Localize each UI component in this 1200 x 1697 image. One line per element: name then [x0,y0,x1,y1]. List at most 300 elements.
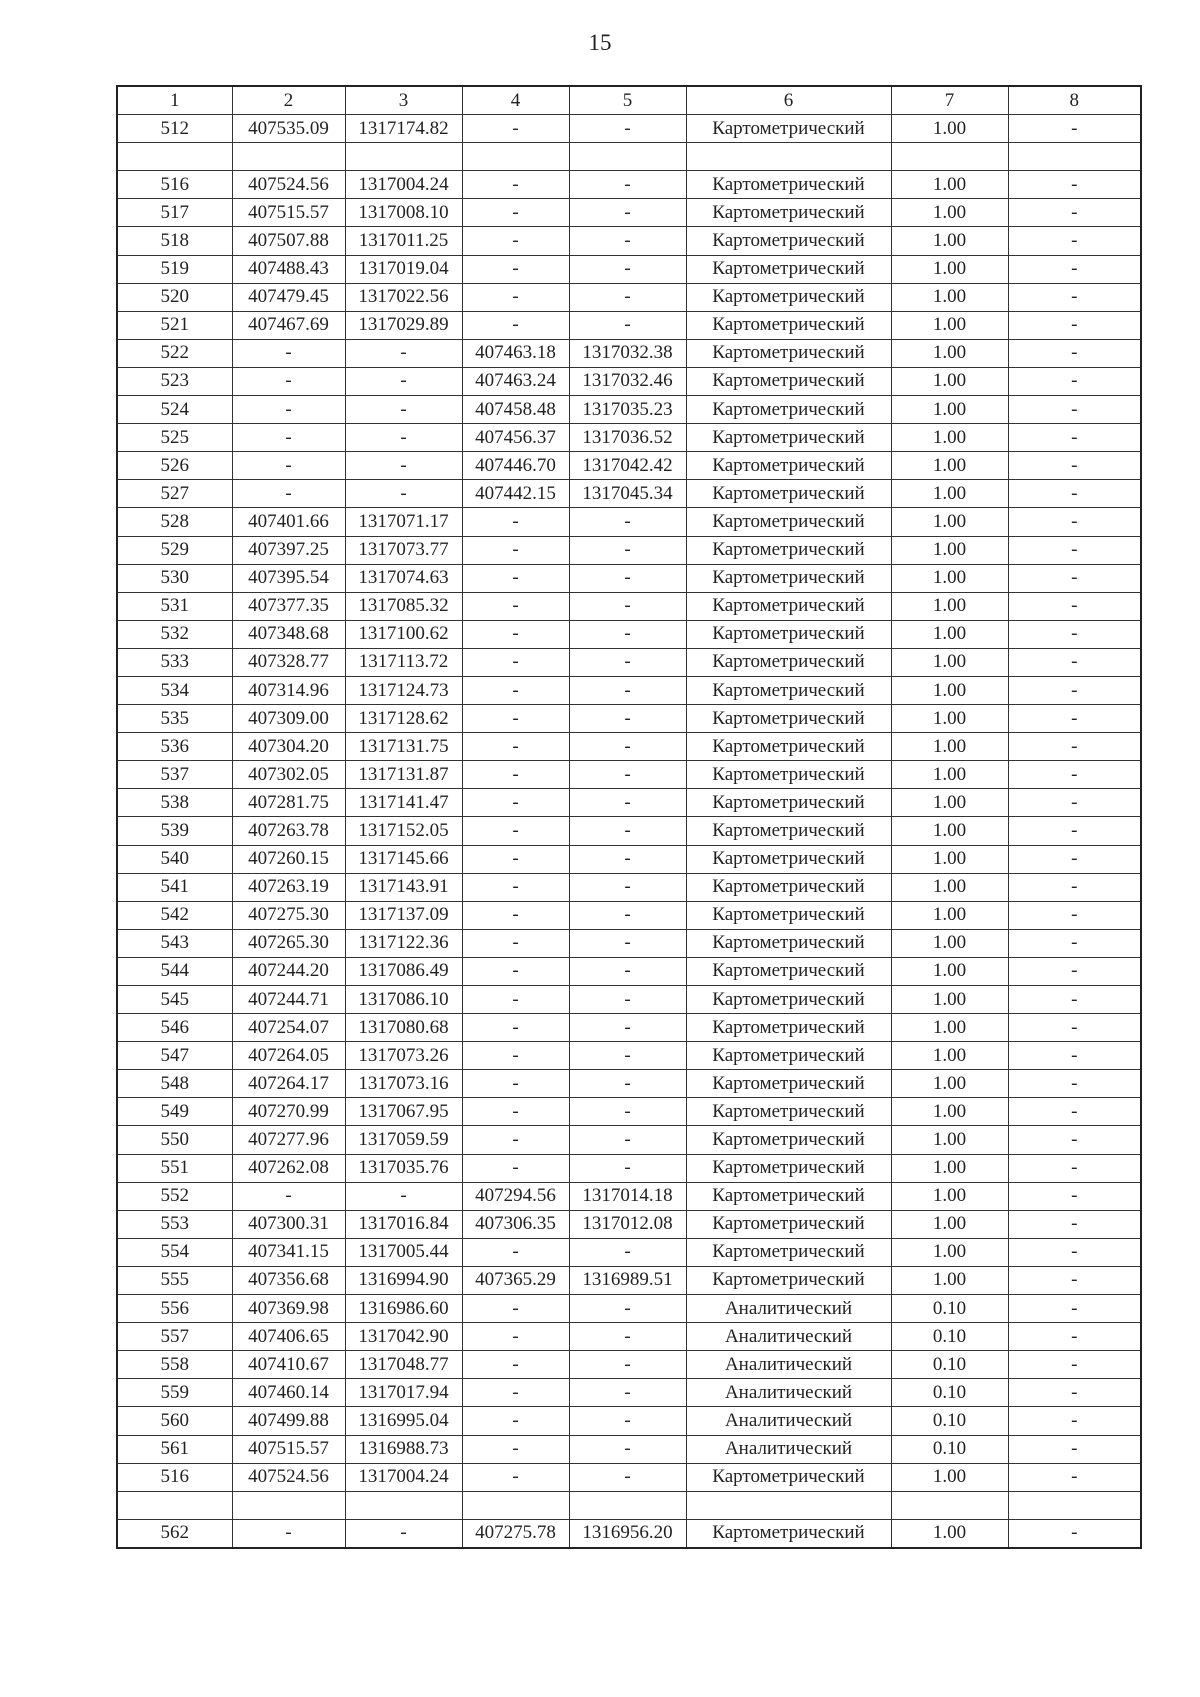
table-cell-col-1 [117,143,232,171]
page-number: 15 [588,30,612,55]
table-cell-col-6 [686,1491,891,1519]
table-cell-col-8: - [1008,283,1141,311]
table-cell-col-7: 1.00 [891,1266,1008,1294]
table-cell-col-7: 1.00 [891,1042,1008,1070]
table-cell-col-3: 1317085.32 [345,592,462,620]
table-cell-col-5: - [569,929,686,957]
table-row [117,564,1141,592]
table-cell-col-4: - [462,536,569,564]
table-cell-col-3: 1317143.91 [345,873,462,901]
table-cell-col-5: 1317045.34 [569,480,686,508]
table-cell-col-7: 1.00 [891,171,1008,199]
table-cell-col-6: Картометрический [686,1463,891,1491]
table-cell-col-3: 1317005.44 [345,1238,462,1266]
table-cell-col-3: 1317131.87 [345,761,462,789]
table-cell-col-2: 407314.96 [232,676,345,704]
table-cell-col-2: 407302.05 [232,761,345,789]
table-cell-col-8: - [1008,367,1141,395]
table-cell-col-6: Картометрический [686,789,891,817]
table-cell-col-3: 1317145.66 [345,845,462,873]
table-row [117,733,1141,761]
table-cell-col-3: - [345,339,462,367]
table-cell-col-3: - [345,1519,462,1548]
header-row [117,86,1141,115]
table-cell-col-4: 407446.70 [462,452,569,480]
table-cell-col-6: Картометрический [686,986,891,1014]
table-cell-col-1: 559 [117,1379,232,1407]
table-cell-col-8: - [1008,845,1141,873]
table-cell-col-4: 407463.18 [462,339,569,367]
table-cell-col-4: - [462,115,569,143]
table-cell-col-7: 0.10 [891,1323,1008,1351]
table-cell-col-3: 1317131.75 [345,733,462,761]
table-cell-col-6: Аналитический [686,1407,891,1435]
table-cell-col-6: Картометрический [686,367,891,395]
table-cell-col-4: - [462,255,569,283]
table-cell-col-5: - [569,1407,686,1435]
table-cell-col-4: - [462,1379,569,1407]
table-cell-col-3: 1317137.09 [345,901,462,929]
table-cell-col-1: 518 [117,227,232,255]
table-row [117,1379,1141,1407]
table-cell-col-4: 407463.24 [462,367,569,395]
table-cell-col-2: 407270.99 [232,1098,345,1126]
table-cell-col-1: 536 [117,733,232,761]
table-cell-col-6: Картометрический [686,396,891,424]
table-cell-col-5: - [569,873,686,901]
table-cell-col-5: 1317032.46 [569,367,686,395]
column-header-3: 3 [345,86,462,115]
table-cell-col-4: - [462,620,569,648]
table-cell-col-4: - [462,1323,569,1351]
table-cell-col-1: 555 [117,1266,232,1294]
table-cell-col-6: Картометрический [686,1266,891,1294]
table-cell-col-5: 1316956.20 [569,1519,686,1548]
table-row [117,761,1141,789]
table-cell-col-6: Картометрический [686,283,891,311]
table-row [117,1491,1141,1519]
table-cell-col-5: - [569,901,686,929]
table-cell-col-4: - [462,901,569,929]
table-cell-col-8: - [1008,424,1141,452]
table-cell-col-2: 407377.35 [232,592,345,620]
table-cell-col-5: - [569,676,686,704]
table-cell-col-1: 537 [117,761,232,789]
table-cell-col-5: - [569,1238,686,1266]
table-cell-col-7: 1.00 [891,339,1008,367]
table-cell-col-1: 516 [117,171,232,199]
table-cell-col-6: Картометрический [686,199,891,227]
table-cell-col-2: - [232,424,345,452]
table-cell-col-2: 407524.56 [232,171,345,199]
column-header-6: 6 [686,86,891,115]
table-cell-col-2: 407262.08 [232,1154,345,1182]
table-cell-col-5: - [569,255,686,283]
table-cell-col-8: - [1008,1435,1141,1463]
table-cell-col-2: 407410.67 [232,1351,345,1379]
table-cell-col-2: 407304.20 [232,733,345,761]
table-cell-col-8: - [1008,817,1141,845]
table-row [117,1098,1141,1126]
table-cell-col-6: Картометрический [686,1154,891,1182]
table-cell-col-6: Картометрический [686,424,891,452]
table-cell-col-3: 1316986.60 [345,1295,462,1323]
table-cell-col-3: - [345,396,462,424]
table-cell-col-6: Картометрический [686,508,891,536]
table-cell-col-6: Картометрический [686,339,891,367]
table-cell-col-8: - [1008,115,1141,143]
table-cell-col-7: 1.00 [891,676,1008,704]
table-cell-col-3: 1317073.77 [345,536,462,564]
table-cell-col-2: 407356.68 [232,1266,345,1294]
table-cell-col-8: - [1008,199,1141,227]
table-cell-col-5: 1317032.38 [569,339,686,367]
table-cell-col-1: 522 [117,339,232,367]
table-cell-col-4: - [462,1435,569,1463]
table-cell-col-5: - [569,311,686,339]
table-cell-col-5: 1317042.42 [569,452,686,480]
table-cell-col-1 [117,1491,232,1519]
table-cell-col-7: 1.00 [891,1182,1008,1210]
table-cell-col-5: - [569,648,686,676]
table-cell-col-3: 1317004.24 [345,1463,462,1491]
table-cell-col-1: 512 [117,115,232,143]
table-cell-col-4: - [462,1014,569,1042]
table-cell-col-3: 1317100.62 [345,620,462,648]
table-cell-col-8: - [1008,1014,1141,1042]
table-cell-col-6: Картометрический [686,227,891,255]
table-cell-col-6: Аналитический [686,1379,891,1407]
table-cell-col-2: - [232,1519,345,1548]
table-cell-col-5: - [569,845,686,873]
table-cell-col-1: 532 [117,620,232,648]
table-cell-col-5: - [569,705,686,733]
table-cell-col-8: - [1008,901,1141,929]
table-cell-col-4: - [462,1407,569,1435]
table-cell-col-4: - [462,227,569,255]
table-row [117,1323,1141,1351]
table-cell-col-8: - [1008,508,1141,536]
table-cell-col-7: 0.10 [891,1351,1008,1379]
table-cell-col-2: 407277.96 [232,1126,345,1154]
table-cell-col-4: - [462,1042,569,1070]
table-cell-col-2 [232,143,345,171]
table-cell-col-1: 549 [117,1098,232,1126]
table-cell-col-2: - [232,452,345,480]
table-cell-col-4: - [462,676,569,704]
table-row [117,957,1141,985]
table-cell-col-1: 530 [117,564,232,592]
table-cell-col-1: 531 [117,592,232,620]
table-cell-col-4: - [462,508,569,536]
column-header-2: 2 [232,86,345,115]
table-cell-col-5: - [569,508,686,536]
table-cell-col-5: - [569,620,686,648]
table-cell-col-1: 550 [117,1126,232,1154]
table-cell-col-5: - [569,1351,686,1379]
table-cell-col-6: Картометрический [686,676,891,704]
table-cell-col-7: 1.00 [891,536,1008,564]
table-row [117,1519,1141,1548]
table-row [117,1351,1141,1379]
table-cell-col-8: - [1008,480,1141,508]
table-cell-col-6 [686,143,891,171]
table-cell-col-8: - [1008,1070,1141,1098]
table-cell-col-7: 1.00 [891,1098,1008,1126]
table-row [117,1182,1141,1210]
table-cell-col-6: Картометрический [686,480,891,508]
table-cell-col-1: 557 [117,1323,232,1351]
table-row [117,115,1141,143]
table-cell-col-8: - [1008,1154,1141,1182]
table-cell-col-1: 540 [117,845,232,873]
table-cell-col-1: 551 [117,1154,232,1182]
table-cell-col-8: - [1008,648,1141,676]
table-cell-col-1: 552 [117,1182,232,1210]
table-cell-col-3: - [345,452,462,480]
table-row [117,452,1141,480]
table-cell-col-5: - [569,1070,686,1098]
table-cell-col-1: 561 [117,1435,232,1463]
table-cell-col-6: Картометрический [686,845,891,873]
table-cell-col-7: 1.00 [891,1463,1008,1491]
table-cell-col-6: Аналитический [686,1323,891,1351]
table-cell-col-7: 1.00 [891,564,1008,592]
table-cell-col-2: 407328.77 [232,648,345,676]
table-cell-col-3: 1317080.68 [345,1014,462,1042]
table-cell-col-8: - [1008,396,1141,424]
table-cell-col-2: 407264.17 [232,1070,345,1098]
table-cell-col-8: - [1008,171,1141,199]
table-cell-col-6: Картометрический [686,255,891,283]
table-cell-col-6: Аналитический [686,1435,891,1463]
table-cell-col-4 [462,143,569,171]
table-cell-col-4: - [462,929,569,957]
table-cell-col-5: - [569,986,686,1014]
table-cell-col-8: - [1008,452,1141,480]
table-cell-col-6: Картометрический [686,733,891,761]
table-cell-col-3: 1317016.84 [345,1210,462,1238]
table-row [117,1407,1141,1435]
table-cell-col-5: - [569,1323,686,1351]
table-cell-col-3: - [345,480,462,508]
table-cell-col-6: Картометрический [686,592,891,620]
table-cell-col-1: 521 [117,311,232,339]
table-cell-col-8: - [1008,1351,1141,1379]
table-cell-col-3: 1317071.17 [345,508,462,536]
table-cell-col-8: - [1008,1098,1141,1126]
table-cell-col-7: 1.00 [891,901,1008,929]
table-cell-col-3: - [345,424,462,452]
table-cell-col-8: - [1008,676,1141,704]
table-cell-col-5 [569,1491,686,1519]
table-cell-col-4: - [462,564,569,592]
table-cell-col-1: 539 [117,817,232,845]
table-cell-col-4: - [462,1098,569,1126]
table-cell-col-4: - [462,199,569,227]
table-cell-col-1: 527 [117,480,232,508]
table-cell-col-4: 407458.48 [462,396,569,424]
table-cell-col-4: 407275.78 [462,1519,569,1548]
table-cell-col-7: 1.00 [891,761,1008,789]
table-cell-col-1: 534 [117,676,232,704]
table-row [117,143,1141,171]
table-cell-col-4: - [462,283,569,311]
table-cell-col-6: Картометрический [686,171,891,199]
table-cell-col-6: Картометрический [686,957,891,985]
table-cell-col-2: 407341.15 [232,1238,345,1266]
table-cell-col-5: - [569,1126,686,1154]
table-cell-col-4: 407306.35 [462,1210,569,1238]
table-cell-col-3: 1317048.77 [345,1351,462,1379]
table-row [117,283,1141,311]
column-header-1: 1 [117,86,232,115]
table-cell-col-8: - [1008,564,1141,592]
table-header [117,86,1141,115]
table-cell-col-7: 1.00 [891,733,1008,761]
table-cell-col-6: Картометрический [686,536,891,564]
table-cell-col-4: - [462,1238,569,1266]
table-cell-col-5: - [569,171,686,199]
table-cell-col-2: 407395.54 [232,564,345,592]
table-cell-col-4: - [462,592,569,620]
table-cell-col-7: 1.00 [891,1070,1008,1098]
table-row [117,1126,1141,1154]
table-row [117,1463,1141,1491]
table-cell-col-8 [1008,143,1141,171]
table-cell-col-1: 535 [117,705,232,733]
table-cell-col-6: Картометрический [686,1519,891,1548]
table-cell-col-1: 545 [117,986,232,1014]
table-cell-col-6: Картометрический [686,1238,891,1266]
table-cell-col-8: - [1008,311,1141,339]
table-cell-col-6: Картометрический [686,311,891,339]
table-cell-col-7: 1.00 [891,705,1008,733]
table-body [117,115,1141,1548]
table-cell-col-5: - [569,1379,686,1407]
table-cell-col-1: 520 [117,283,232,311]
table-cell-col-6: Картометрический [686,1098,891,1126]
table-cell-col-5: - [569,789,686,817]
table-row [117,1210,1141,1238]
table-cell-col-8: - [1008,1266,1141,1294]
table-cell-col-5: 1317036.52 [569,424,686,452]
table-cell-col-2: 407515.57 [232,1435,345,1463]
table-cell-col-1: 548 [117,1070,232,1098]
table-cell-col-3: 1317152.05 [345,817,462,845]
table-cell-col-7: 1.00 [891,367,1008,395]
table-row [117,1042,1141,1070]
table-cell-col-1: 544 [117,957,232,985]
table-cell-col-4: - [462,986,569,1014]
table-cell-col-2: - [232,1182,345,1210]
table-cell-col-3 [345,143,462,171]
table-cell-col-5: - [569,957,686,985]
table-cell-col-3 [345,1491,462,1519]
table-cell-col-7: 1.00 [891,929,1008,957]
table-cell-col-3: 1317035.76 [345,1154,462,1182]
table-cell-col-2: 407406.65 [232,1323,345,1351]
table-cell-col-2: 407348.68 [232,620,345,648]
table-cell-col-8: - [1008,705,1141,733]
table-cell-col-4: - [462,817,569,845]
table-cell-col-7: 1.00 [891,452,1008,480]
table-cell-col-2: 407479.45 [232,283,345,311]
table-cell-col-8: - [1008,1295,1141,1323]
table-row [117,620,1141,648]
table-cell-col-4 [462,1491,569,1519]
table-row [117,873,1141,901]
table-cell-col-1: 523 [117,367,232,395]
table-cell-col-7: 1.00 [891,957,1008,985]
table-cell-col-1: 554 [117,1238,232,1266]
table-cell-col-8: - [1008,1126,1141,1154]
table-row [117,255,1141,283]
table-cell-col-5: - [569,564,686,592]
table-cell-col-3: 1316995.04 [345,1407,462,1435]
table-cell-col-3: 1317086.10 [345,986,462,1014]
table-cell-col-5: - [569,115,686,143]
table-row [117,1435,1141,1463]
table-cell-col-6: Картометрический [686,705,891,733]
table-cell-col-3: 1317073.16 [345,1070,462,1098]
table-cell-col-2: 407499.88 [232,1407,345,1435]
table-cell-col-7: 1.00 [891,592,1008,620]
table-cell-col-5: - [569,592,686,620]
table-cell-col-4: 407456.37 [462,424,569,452]
table-cell-col-1: 547 [117,1042,232,1070]
table-cell-col-3: 1317011.25 [345,227,462,255]
table-cell-col-7: 1.00 [891,873,1008,901]
table-cell-col-5: - [569,817,686,845]
table-cell-col-6: Картометрический [686,620,891,648]
table-cell-col-3: 1317029.89 [345,311,462,339]
table-cell-col-3: 1317128.62 [345,705,462,733]
table-cell-col-7: 1.00 [891,480,1008,508]
table-cell-col-6: Картометрический [686,1014,891,1042]
table-cell-col-2: - [232,339,345,367]
table-cell-col-1: 526 [117,452,232,480]
table-cell-col-3: 1317067.95 [345,1098,462,1126]
table-cell-col-7: 1.00 [891,1126,1008,1154]
table-cell-col-4: - [462,789,569,817]
table-cell-col-3: - [345,1182,462,1210]
table-cell-col-2: 407263.19 [232,873,345,901]
table-cell-col-7: 1.00 [891,1238,1008,1266]
column-header-8: 8 [1008,86,1141,115]
table-cell-col-3: 1317004.24 [345,171,462,199]
table-cell-col-5: - [569,199,686,227]
table-cell-col-4: - [462,761,569,789]
table-cell-col-5: 1317035.23 [569,396,686,424]
table-cell-col-8: - [1008,1379,1141,1407]
table-cell-col-6: Аналитический [686,1295,891,1323]
table-cell-col-8: - [1008,1407,1141,1435]
table-cell-col-8: - [1008,761,1141,789]
table-cell-col-3: 1317074.63 [345,564,462,592]
table-cell-col-4: - [462,733,569,761]
table-cell-col-1: 516 [117,1463,232,1491]
table-cell-col-2: 407401.66 [232,508,345,536]
table-row [117,789,1141,817]
table-cell-col-6: Картометрический [686,929,891,957]
table-row [117,845,1141,873]
table-cell-col-6: Картометрический [686,1126,891,1154]
table-cell-col-2: 407507.88 [232,227,345,255]
table-cell-col-8 [1008,1491,1141,1519]
table-cell-col-7: 1.00 [891,283,1008,311]
table-cell-col-5 [569,143,686,171]
